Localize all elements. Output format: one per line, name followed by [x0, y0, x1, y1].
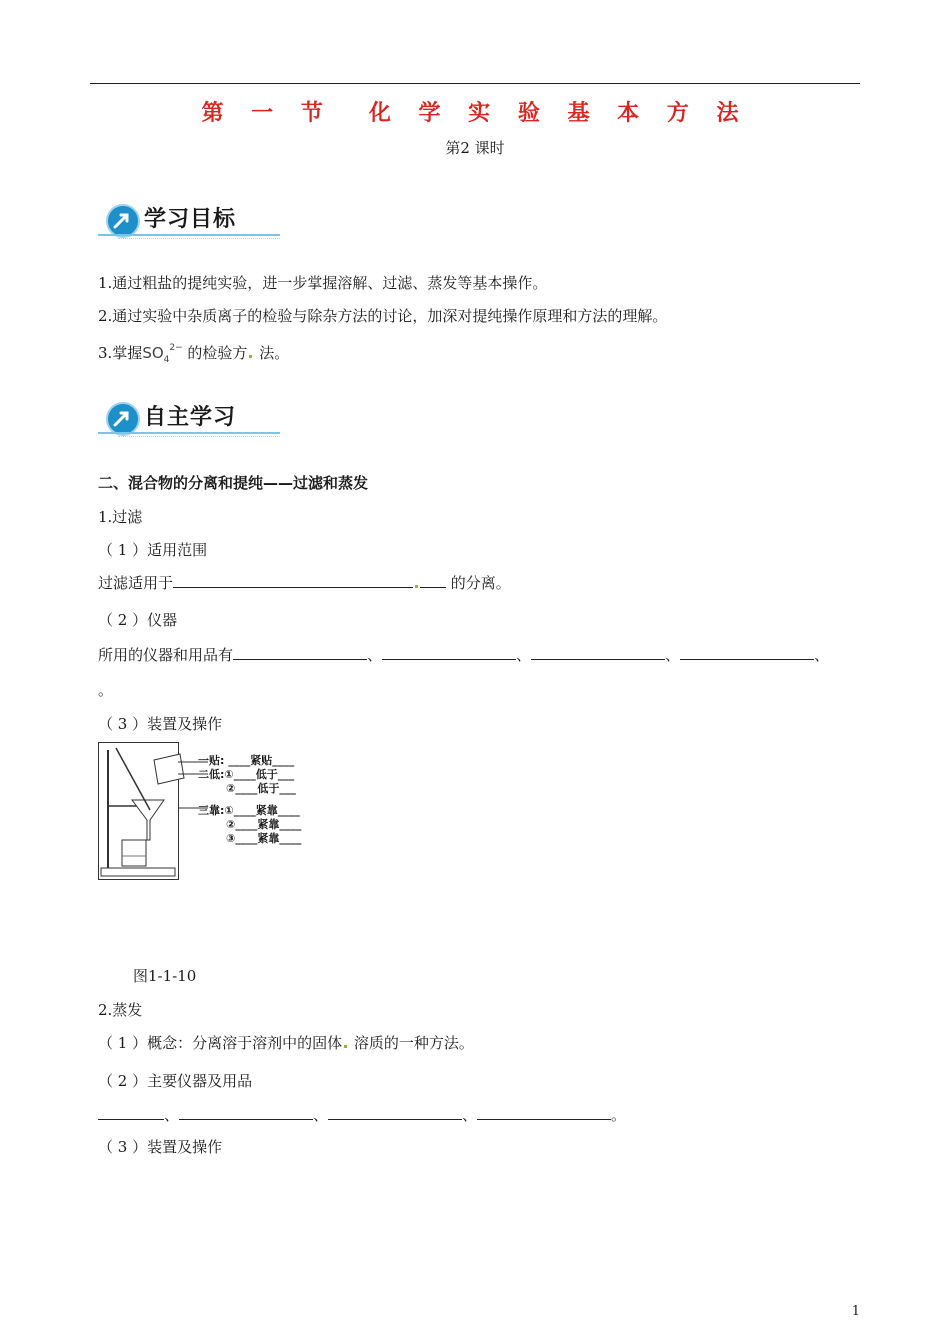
filter-equipment-line: 所用的仪器和用品有 、 、 、 、: [98, 646, 830, 664]
figure-caption: 图1-1-10: [133, 967, 197, 985]
answer-blank[interactable]: [179, 1105, 313, 1120]
title-section: 第 一 节: [201, 101, 333, 126]
figure-label: ②____紧靠____: [226, 818, 302, 831]
figure-label: 二低:①____低于___: [198, 768, 295, 781]
answer-blank[interactable]: [531, 645, 665, 660]
evap-sub3: （ 3 ）装置及操作: [98, 1138, 223, 1156]
header-rule: [90, 83, 860, 84]
badge-self-study: [98, 398, 283, 438]
arrow-icon: [106, 204, 140, 238]
sulfate-ion: $SO_4^{2-}$: [142, 343, 183, 365]
arrow-icon: [106, 402, 140, 436]
evap-sub2: （ 2 ）主要仪器及用品: [98, 1072, 253, 1090]
filter-period: 。: [98, 681, 114, 699]
answer-blank[interactable]: [477, 1105, 611, 1120]
evap-equipment-line: 、 、 、 。: [98, 1104, 626, 1125]
section-heading: 二、混合物的分离和提纯——过滤和蒸发: [98, 474, 369, 492]
answer-blank[interactable]: [328, 1105, 462, 1120]
page-number: 1: [851, 1304, 860, 1319]
filtration-figure: [98, 740, 328, 882]
evap-sub1: （ 1 ）概念：分离溶于溶剂中的固体 溶质的一种方法。: [98, 1034, 474, 1052]
answer-blank[interactable]: [420, 573, 446, 588]
answer-blank[interactable]: [382, 645, 516, 660]
badge-label: 学习目标: [144, 207, 237, 232]
filter-sub2: （ 2 ）仪器: [98, 611, 178, 629]
filter-title: 1.过滤: [98, 508, 143, 526]
goal-item-1: 1.通过粗盐的提纯实验，进一步掌握溶解、过滤、蒸发等基本操作。: [98, 274, 548, 292]
figure-label: ②____低于___: [226, 782, 296, 795]
badge-learning-goals: [98, 200, 283, 240]
goal-item-3: 3.掌握$SO_4^{2-}$ 的检验方 法。: [98, 343, 290, 365]
filter-sub1: （ 1 ）适用范围: [98, 541, 208, 559]
figure-label: 三靠:①____紧靠____: [198, 804, 300, 817]
answer-blank[interactable]: [233, 645, 367, 660]
goal-item-2: 2.通过实验中杂质离子的检验与除杂方法的讨论，加深对提纯操作原理和方法的理解。: [98, 307, 668, 325]
evap-title: 2.蒸发: [98, 1001, 143, 1019]
page-title: [0, 96, 950, 127]
filter-scope-line: 过滤适用于 的分离。: [98, 574, 511, 592]
badge-label: 自主学习: [144, 405, 237, 430]
page-subtitle: 第2 课时: [445, 139, 505, 157]
answer-blank[interactable]: [98, 1105, 164, 1120]
filter-sub3: （ 3 ）装置及操作: [98, 715, 223, 733]
answer-blank[interactable]: [173, 573, 413, 588]
title-topic: 化 学 实 验 基 本 方 法: [368, 101, 749, 126]
figure-label: ③____紧靠____: [226, 832, 302, 845]
figure-label: 一贴: ____紧贴____: [198, 754, 295, 767]
answer-blank[interactable]: [680, 645, 814, 660]
